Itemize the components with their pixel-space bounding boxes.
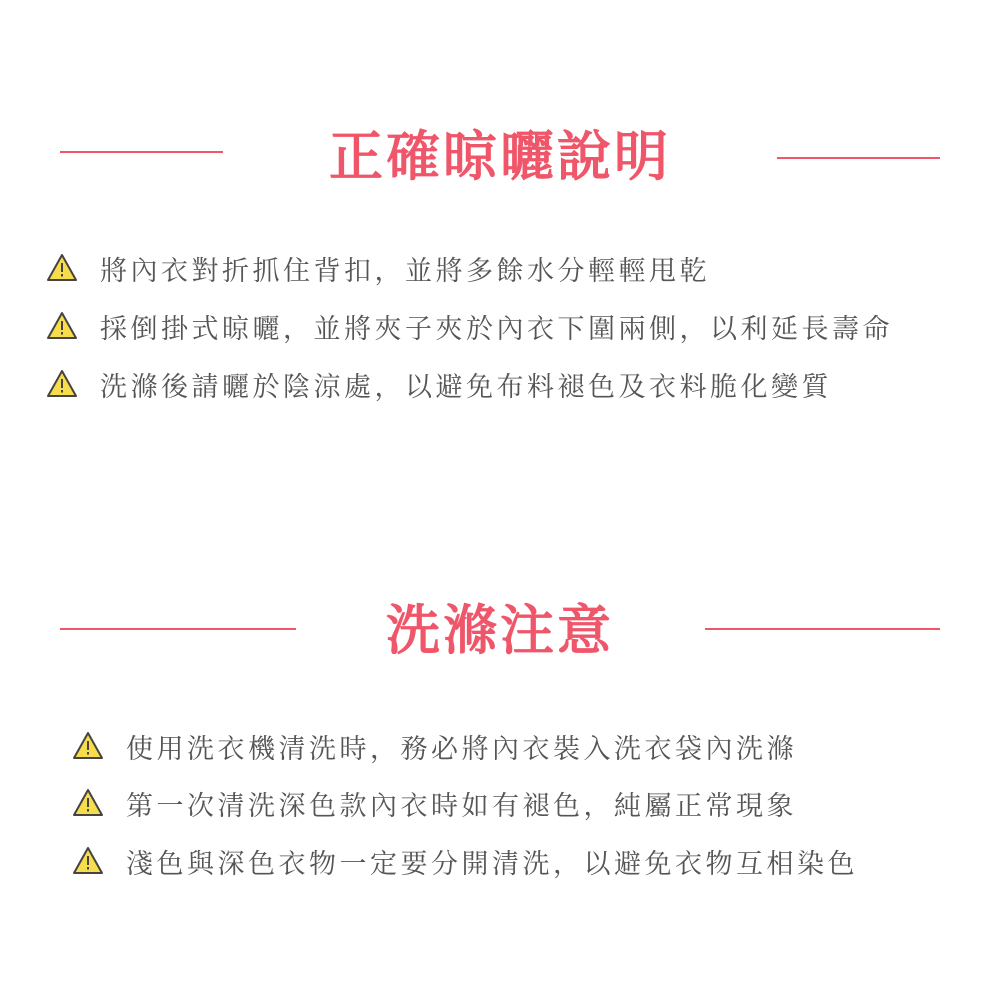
washing-item-1 bbox=[72, 726, 797, 766]
drying-section-title: 正確晾曬說明 bbox=[329, 125, 671, 188]
washing-item-3 bbox=[72, 841, 858, 881]
washing-right-divider bbox=[705, 628, 940, 630]
drying-item-3 bbox=[46, 364, 832, 404]
drying-section-header bbox=[0, 122, 1000, 192]
washing-item-2 bbox=[72, 783, 797, 823]
warning-icon bbox=[72, 731, 104, 761]
drying-right-divider bbox=[777, 157, 940, 159]
drying-item-text: 洗滌後請曬於陰涼處，以避免布料褪色及衣料脆化變質 bbox=[100, 371, 832, 403]
washing-item-text: 使用洗衣機清洗時，務必將內衣裝入洗衣袋內洗滌 bbox=[126, 733, 797, 765]
washing-section-title: 洗滌注意 bbox=[386, 599, 614, 662]
warning-icon bbox=[72, 788, 104, 818]
warning-icon bbox=[46, 253, 78, 283]
drying-item-text: 將內衣對折抓住背扣，並將多餘水分輕輕甩乾 bbox=[100, 255, 710, 287]
warning-icon bbox=[46, 369, 78, 399]
drying-item-1 bbox=[46, 248, 710, 288]
washing-item-text: 淺色與深色衣物一定要分開清洗，以避免衣物互相染色 bbox=[126, 848, 858, 880]
washing-section-header bbox=[0, 596, 1000, 666]
drying-item-2 bbox=[46, 306, 893, 346]
drying-item-text: 採倒掛式晾曬，並將夾子夾於內衣下圍兩側，以利延長壽命 bbox=[100, 313, 893, 345]
washing-item-text: 第一次清洗深色款內衣時如有褪色，純屬正常現象 bbox=[126, 790, 797, 822]
warning-icon bbox=[72, 846, 104, 876]
warning-icon bbox=[46, 311, 78, 341]
